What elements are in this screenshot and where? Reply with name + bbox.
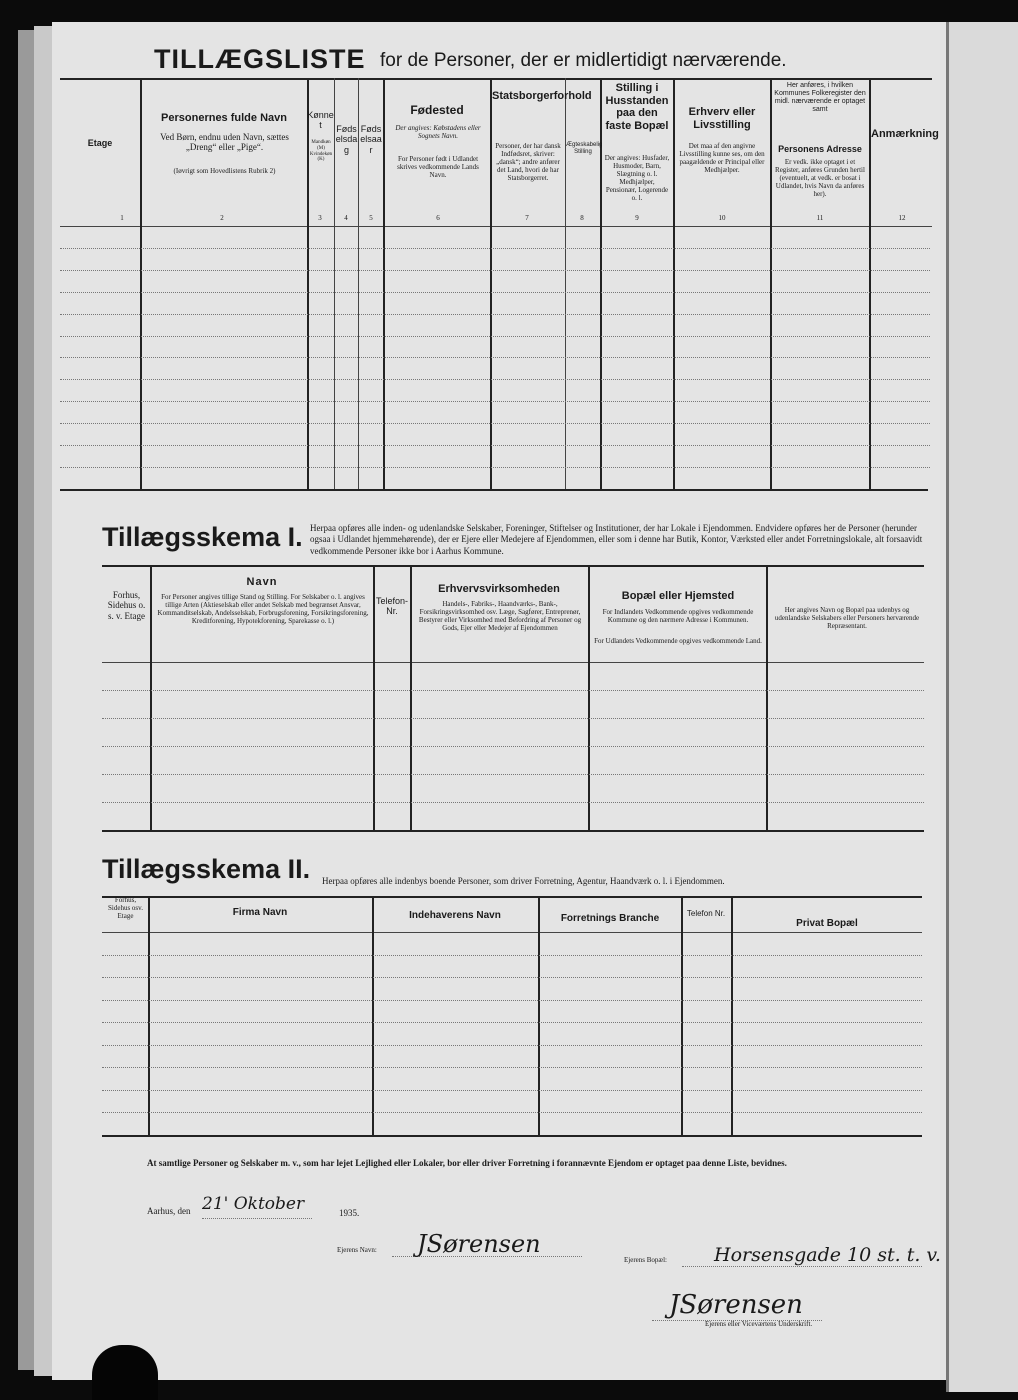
skema1-title: Tillægsskema I. xyxy=(102,522,303,552)
col-number: 3 xyxy=(318,214,322,222)
place-prefix: Aarhus, den xyxy=(147,1206,191,1216)
col-number: 7 xyxy=(525,214,529,222)
s2-address-head: Privat Bopæl xyxy=(796,918,858,929)
col-line xyxy=(150,565,152,830)
col-citizenship-sub: Personer, der har dansk Indfødsret, skriver: „dansk“; andre anfører det Land, hvori de har Statsborgerret. xyxy=(495,142,561,183)
col-line xyxy=(565,78,566,489)
col-sex-head: Kønnet xyxy=(307,110,334,131)
col-number: 4 xyxy=(344,214,348,222)
col-sex-sub: Mandkøn (M) Kvindekøn (K) xyxy=(309,140,333,163)
table-row-line xyxy=(102,802,924,803)
col-household-head: Stilling i Husstanden paa den faste Bopæl xyxy=(605,82,669,132)
table-row-line xyxy=(60,445,930,446)
s2-phone-head: Telefon Nr. xyxy=(686,909,726,918)
table-row-line xyxy=(102,1112,922,1113)
facing-page xyxy=(946,22,1018,1392)
col-line xyxy=(140,78,142,489)
owner-address-handwritten: Horsensgade 10 st. t. v. xyxy=(714,1244,941,1266)
col-line xyxy=(148,896,150,1135)
s1-name-sub: For Personer angives tillige Stand og Stilling. For Selskaber o. l. angives tillige Arten (Aktieselskab eller andet Selskab med begrænset Ansvar, Kommanditselskab, Andelsselskab, Forbrugsforening, Forsikringsforening, Kreditforening, Hypotekforening, Sparekasse o. l.) xyxy=(157,593,369,626)
s2-firm-head: Firma Navn xyxy=(232,907,288,918)
page-stack-edge-inner xyxy=(34,26,54,1376)
col-line xyxy=(600,78,602,489)
col-number: 2 xyxy=(220,214,224,222)
table-row-line xyxy=(60,357,930,358)
signature-handwritten: JSørensen xyxy=(669,1290,803,1320)
skema1-head-bottom xyxy=(102,662,924,663)
col-line xyxy=(588,565,590,830)
table-row-line xyxy=(102,955,922,956)
col-number: 1 xyxy=(120,214,124,222)
col-line xyxy=(770,78,772,489)
col-citizenship-head: Statsborgerforhold xyxy=(492,90,592,102)
col-occupation-head: Erhverv eller Livsstilling xyxy=(688,106,756,131)
s1-residence-sub: For Indlandets Vedkommende opgives vedkommende Kommune og den nærmere Adresse i Kommunen. xyxy=(602,608,754,625)
col-number: 12 xyxy=(898,214,906,222)
col-line xyxy=(373,565,375,830)
table-row-line xyxy=(102,1090,922,1091)
table-row-line xyxy=(60,401,930,402)
col-line xyxy=(673,78,675,489)
col-household-sub: Der angives: Husfader, Husmoder, Barn, Slægtning o. l. Medhjælper, Pensionær, Logerende o. l. xyxy=(604,154,670,203)
col-line xyxy=(731,896,733,1135)
table-row-line xyxy=(60,270,930,271)
table-row-line xyxy=(60,248,930,249)
owner-address-label: Ejerens Bopæl: xyxy=(624,1256,667,1264)
col-number: 9 xyxy=(635,214,639,222)
col-number: 8 xyxy=(580,214,584,222)
col-birthplace-sub2: For Personer født i Udlandet skrives vedkommende Lands Navn. xyxy=(397,155,479,180)
col-number: 6 xyxy=(436,214,440,222)
main-subtitle: for de Personer, der er midlertidigt nærværende. xyxy=(380,50,787,71)
main-table-head-bottom xyxy=(60,226,932,227)
col-remarks-head: Anmærkning xyxy=(871,128,939,140)
s2-branch-head: Forretnings Branche xyxy=(560,913,660,924)
s1-name-head: Navn xyxy=(246,576,278,588)
s1-business-sub: Handels-, Fabriks-, Haandværks-, Bank-, Forsikringsvirksomhed osv. Læge, Sagfører, Entreprenør, Bestyrer eller Virksomhed med Befordring af Personer og Gods, Ejer eller Medejer af Ejendommen xyxy=(418,600,582,633)
document-page xyxy=(52,22,946,1380)
table-row-line xyxy=(102,1022,922,1023)
main-table-top xyxy=(60,78,932,80)
table-row-line xyxy=(60,423,930,424)
table-row-line xyxy=(102,977,922,978)
col-number: 11 xyxy=(816,214,824,222)
skema2-title: Tillægsskema II. xyxy=(102,854,311,884)
main-table-bottom xyxy=(60,489,928,491)
s2-owner-head: Indehaverens Navn xyxy=(409,910,501,921)
col-name-head: Personernes fulde Navn xyxy=(161,112,287,124)
owner-name-signature: JSørensen xyxy=(417,1230,541,1258)
table-row-line xyxy=(102,1067,922,1068)
table-row-line xyxy=(102,718,924,719)
col-line xyxy=(410,565,412,830)
col-line xyxy=(538,896,540,1135)
s1-etage-head: Forhus, Sidehus o. s. v. Etage xyxy=(107,590,146,621)
s1-residence-sub2: For Udlandets Vedkommende opgives vedkommende Land. xyxy=(594,637,762,645)
col-line xyxy=(490,78,492,489)
skema2-head-bottom xyxy=(102,932,922,933)
table-row-line xyxy=(102,746,924,747)
skema2-top xyxy=(102,896,922,898)
skema1-top xyxy=(102,565,924,567)
col-address-head: Personens Adresse xyxy=(778,144,862,154)
thumb-shadow xyxy=(92,1345,158,1400)
s1-residence-head: Bopæl eller Hjemsted xyxy=(621,590,735,602)
table-row-line xyxy=(102,774,924,775)
col-line xyxy=(372,896,374,1135)
col-number: 5 xyxy=(369,214,373,222)
col-line xyxy=(383,78,385,489)
table-row-line xyxy=(60,379,930,380)
col-etage-head: Etage xyxy=(87,138,113,148)
owner-name-label: Ejerens Navn: xyxy=(337,1246,377,1254)
col-byear-head: Fødselsaar xyxy=(360,124,382,155)
col-birthplace-sub: Der angives: Købstadens eller Sognets Navn. xyxy=(395,124,481,141)
s1-phone-head: Telefon-Nr. xyxy=(376,596,409,617)
col-name-sub2: (Iøvrigt som Hovedlistens Rubrik 2) xyxy=(173,167,276,175)
table-row-line xyxy=(60,336,930,337)
table-row-line xyxy=(60,314,930,315)
col-bday-head: Fødselsdag xyxy=(335,124,358,155)
s1-business-head: Erhvervsvirksomheden xyxy=(438,583,560,595)
date-line xyxy=(202,1218,312,1219)
year: 1935. xyxy=(339,1208,360,1218)
signature-label: Ejerens eller Viceværtens Underskrift. xyxy=(705,1320,813,1328)
certification-text: At samtlige Personer og Selskaber m. v., som har lejet Lejlighed eller Lokaler, bor eller driver Forretning i forannævnte Ejendom er optaget paa denne Liste, bevidnes. xyxy=(147,1158,787,1168)
col-birthplace-head: Fødested xyxy=(410,103,464,117)
skema1-intro: Herpaa opføres alle inden- og udenlandske Selskaber, Foreninger, Stiftelser og Institutioner, der har Lokale i Ejendommen. Endvidere opføres her de Personer (herunder ogsaa i Udlandet hjemmehørende), der er Ejere eller Medejere af Ejendommen, eller som i denne har Butik, Kontor, Værksted eller andet Forretningslokale, alt forsaavidt vedkommende Personer ikke bor i Aarhus Kommune. xyxy=(310,523,923,556)
s1-rep-sub: Her angives Navn og Bopæl paa udenbys og udenlandske Selskabers eller Personers herværende Repræsentant. xyxy=(774,606,920,631)
skema2-intro: Herpaa opføres alle indenbys boende Personer, som driver Forretning, Agentur, Haandværk o. l. i Ejendommen. xyxy=(322,876,725,886)
main-title: TILLÆGSLISTE xyxy=(154,44,366,74)
table-row-line xyxy=(102,690,924,691)
col-address-pre: Her anføres, i hvilken Kommunes Folkeregister den midl. nærværende er optaget samt xyxy=(774,82,866,114)
col-marital-head: Ægteskabelig Stilling xyxy=(566,142,603,155)
table-row-line xyxy=(102,1045,922,1046)
col-address-sub: Er vedk. ikke optaget i et Register, anføres Grunden hertil (eventuelt, at vedk. er bosat i Udlandet, hvis Navn da anføres her). xyxy=(775,158,865,199)
table-row-line xyxy=(60,292,930,293)
table-row-line xyxy=(102,1000,922,1001)
s2-etage-head: Forhus, Sidehus osv. Etage xyxy=(108,896,143,921)
col-name-sub: Ved Børn, endnu uden Navn, sættes „Dreng“ eller „Pige“. xyxy=(160,132,289,153)
owner-address-line xyxy=(682,1266,922,1267)
col-line xyxy=(766,565,768,830)
col-number: 10 xyxy=(718,214,726,222)
skema1-bottom xyxy=(102,830,924,832)
col-line xyxy=(681,896,683,1135)
col-occupation-sub: Det maa af den angivne Livsstilling kunne ses, om den paagældende er Principal eller Medhjælper. xyxy=(679,142,765,175)
skema2-bottom xyxy=(102,1135,922,1137)
table-row-line xyxy=(60,467,930,468)
date-handwritten: 21' Oktober xyxy=(202,1194,305,1214)
